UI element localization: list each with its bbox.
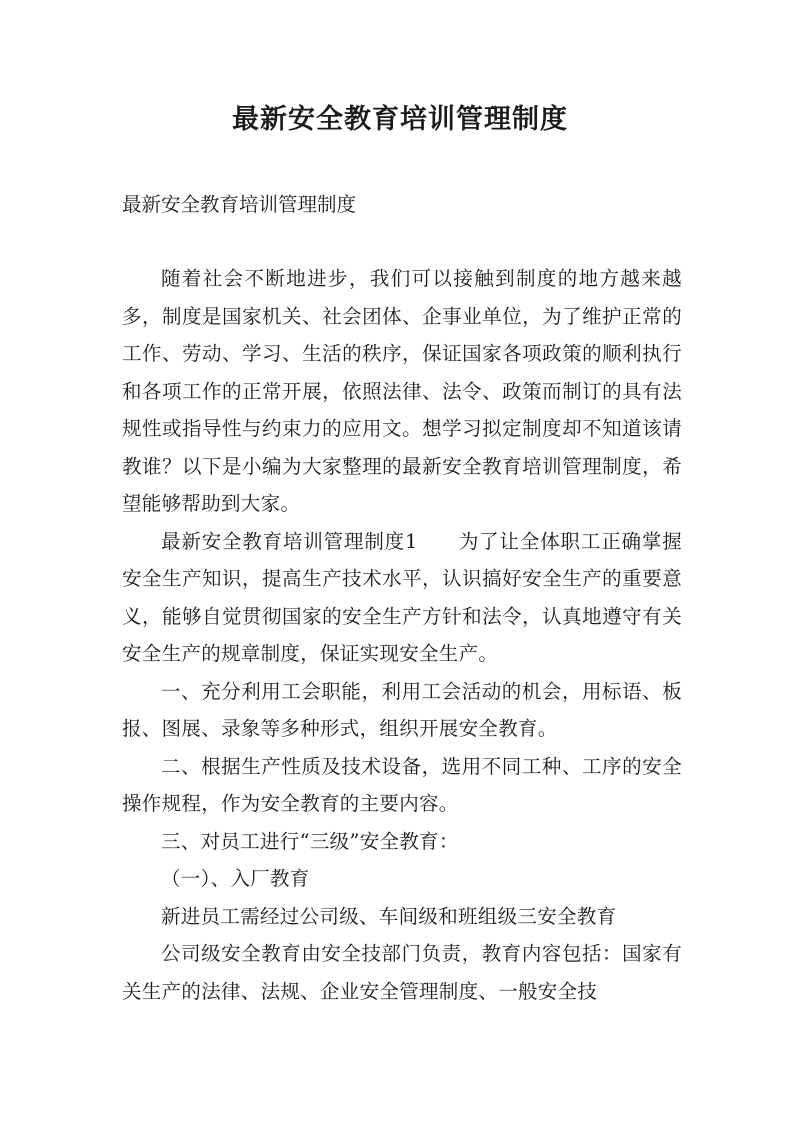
item-one-paragraph: 一、充分利用工会职能，利用工会活动的机会，用标语、板报、图展、录象等多种形式，组织开展安全教育。 <box>122 679 682 740</box>
document-body <box>122 260 682 1010</box>
item-two-paragraph: 二、根据生产性质及技术设备，选用不同工种、工序的安全操作规程，作为安全教育的主要内容。 <box>122 754 682 815</box>
intro-paragraph: 随着社会不断地进步，我们可以接触到制度的地方越来越多，制度是国家机关、社会团体、企事业单位，为了维护正常的工作、劳动、学习、生活的秩序，保证国家各项政策的顺利执行和各项工作的正常开展，依照法律、法令、政策而制订的具有法规性或指导性与约束力的应用文。想学习拟定制度却不知道该请教谁？以下是小编为大家整理的最新安全教育培训管理制度，希望能够帮助到大家。 <box>122 267 682 515</box>
new-employee-paragraph: 新进员工需经过公司级、车间级和班组级三安全教育 <box>161 904 617 928</box>
document-subtitle: 最新安全教育培训管理制度 <box>122 193 357 216</box>
section-heading-entry-education: （一）、入厂教育 <box>161 867 310 890</box>
item-three-paragraph: 三、对员工进行“三级”安全教育： <box>161 829 459 853</box>
regulation-1-paragraph: 最新安全教育培训管理制度1 为了让全体职工正确掌握安全生产知识，提高生产技术水平，认识搞好安全生产的重要意义，能够自觉贯彻国家的安全生产方针和法令，认真地遵守有关安全生产的规章制度，保证实现安全生产。 <box>122 529 682 665</box>
company-level-paragraph: 公司级安全教育由安全技部门负责，教育内容包括：国家有关生产的法律、法规、企业安全管理制度、一般安全技 <box>122 942 682 1003</box>
document-title: 最新安全教育培训管理制度 <box>232 104 568 135</box>
